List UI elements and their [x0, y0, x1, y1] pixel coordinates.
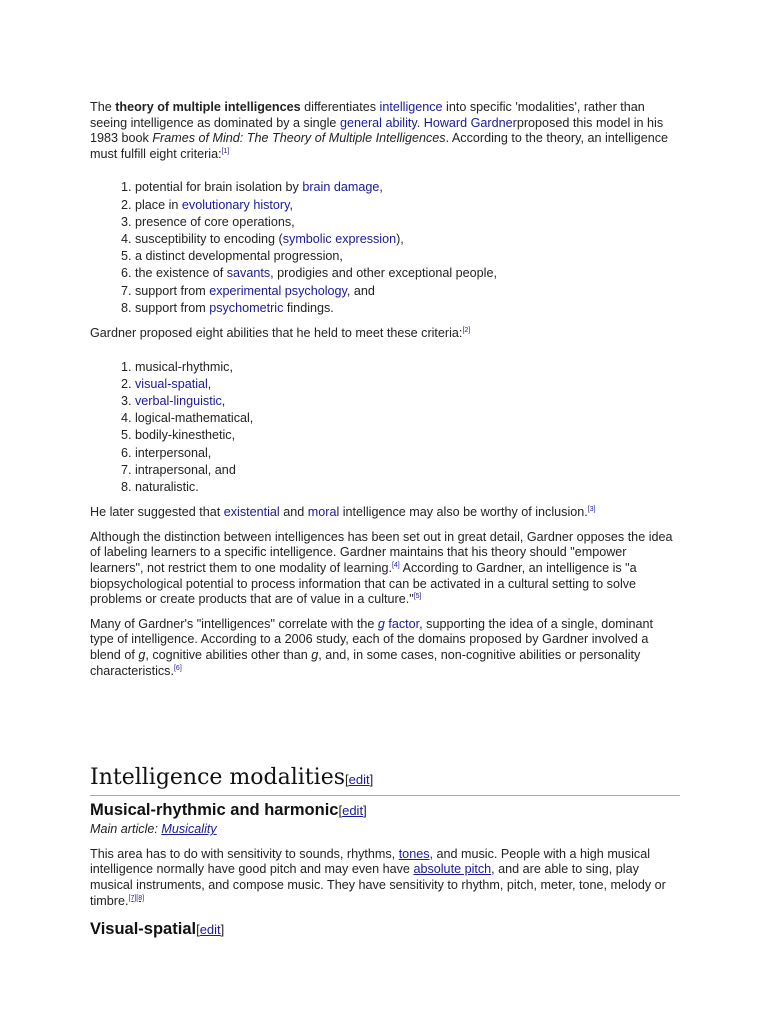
criteria-item: 2. place in evolutionary history,	[135, 197, 680, 214]
criteria-item: 3. presence of core operations,	[135, 214, 680, 231]
intro-paragraph: The theory of multiple intelligences differentiates intelligence into specific 'modalities', rather than seeing intelligence as dominated by a single general ability. Howard Gardnerproposed this model in his 1983 book Frames of Mind: The Theory of Multiple Intelligences. According to the theory, an intelligence must fulfill eight criteria:[1]	[90, 100, 669, 161]
main-article-note: Main article: Musicality	[90, 822, 217, 837]
ability-item: 1. musical-rhythmic,	[135, 359, 680, 376]
edit-section-link: [edit]	[345, 772, 374, 788]
heading-musical-rhythmic: Musical-rhythmic and harmonic[edit]	[90, 801, 367, 820]
link-verbal-linguistic[interactable]: verbal-linguistic	[135, 394, 222, 408]
ref-3[interactable]: [3]	[587, 506, 596, 514]
ability-item: 4. logical-mathematical,	[135, 410, 680, 427]
link-savants[interactable]: savants	[226, 266, 271, 281]
theory-term: theory of multiple intelligences	[115, 100, 301, 114]
gfactor-paragraph: Many of Gardner's "intelligences" correlate with the g factor, supporting the idea of a single, dominant type of intelligence. According to a 2006 study, each of the domains proposed by Gardner involved a blend of g, cognitive abilities other than g, and, in some cases, non-cognitive abilities or personality characteristics.[6]	[90, 616, 654, 678]
ref-6[interactable]: [6]	[173, 664, 182, 672]
link-general-ability[interactable]: general ability	[339, 115, 417, 130]
heading-intelligence-modalities: Intelligence modalities[edit]	[90, 764, 680, 796]
link-absolute-pitch[interactable]: absolute pitch	[413, 862, 492, 877]
ability-item: 5. bodily-kinesthetic,	[135, 427, 680, 444]
ability-item: 8. naturalistic.	[135, 479, 680, 496]
link-musicality[interactable]: Musicality	[161, 822, 217, 837]
edit-section-link: [edit]	[196, 922, 225, 938]
ability-item: 3. verbal-linguistic,	[135, 393, 680, 410]
criteria-item: 6. the existence of savants, prodigies and other exceptional people,	[135, 265, 680, 282]
link-brain-damage[interactable]: brain damage	[302, 180, 380, 195]
musical-paragraph: This area has to do with sensitivity to sounds, rhythms, tones, and music. People with a high musical intelligence normally have good pitch and may even have absolute pitch, and are able to sing, play musical instruments, and compose music. They have sensitivity to rhythm, pitch, meter, tone, melody or timbre.[7][8]	[90, 846, 666, 908]
link-visual-spatial[interactable]: visual-spatial	[135, 376, 208, 391]
ref-2[interactable]: [2]	[462, 327, 471, 334]
criteria-item: 5. a distinct developmental progression,	[135, 248, 680, 265]
ability-item: 7. intrapersonal, and	[135, 462, 680, 479]
link-moral[interactable]: moral	[307, 505, 340, 520]
criteria-item: 7. support from experimental psychology, and	[135, 283, 680, 300]
edit-section-link: [edit]	[338, 803, 367, 819]
link-evolutionary-history[interactable]: evolutionary history	[181, 197, 290, 212]
link-howard-gardner[interactable]: Howard Gardner	[423, 115, 517, 130]
link-symbolic-expression[interactable]: symbolic expression	[282, 231, 397, 246]
ref-5[interactable]: [5]	[413, 593, 422, 601]
article-body	[90, 100, 680, 941]
edit-link[interactable]: edit	[348, 772, 370, 788]
link-intelligence[interactable]: intelligence	[379, 100, 443, 114]
later-paragraph: He later suggested that existential and moral intelligence may also be worthy of inclusion.[3]	[90, 505, 596, 520]
link-experimental-psychology[interactable]: experimental psychology	[209, 283, 347, 298]
edit-link[interactable]: edit	[342, 803, 364, 819]
link-psychometric[interactable]: psychometric	[209, 300, 284, 315]
heading-visual-spatial: Visual-spatial[edit]	[90, 920, 225, 939]
abilities-list	[90, 359, 680, 497]
criteria-item: 4. susceptibility to encoding (symbolic expression),	[135, 231, 680, 248]
link-g-factor[interactable]: g factor	[377, 616, 420, 631]
ability-item: 2. visual-spatial,	[135, 376, 680, 393]
criteria-item: 1. potential for brain isolation by brain damage,	[135, 179, 680, 196]
distinction-paragraph: Although the distinction between intelligences has been set out in great detail, Gardner opposes the idea of labeling learners to a specific intelligence. Gardner maintains that his theory should "empower learners", not restrict them to one modality of learning.[4] According to Gardner, an intelligence is "a biopsychological potential to process information that can be activated in a cultural setting to solve problems or create products that are of value in a culture."[5]	[90, 529, 673, 607]
ability-item: 6. interpersonal,	[135, 445, 680, 462]
ref-1[interactable]: [1]	[221, 147, 230, 155]
abilities-intro: Gardner proposed eight abilities that he held to meet these criteria:[2]	[90, 326, 471, 340]
edit-link[interactable]: edit	[199, 922, 221, 938]
criteria-item: 8. support from psychometric findings.	[135, 300, 680, 317]
ref-4[interactable]: [4]	[391, 562, 400, 569]
link-tones[interactable]: tones	[398, 846, 430, 861]
ref-7-8[interactable]: [7][8]	[128, 894, 145, 902]
criteria-list	[90, 179, 680, 317]
spacer	[90, 688, 680, 764]
link-existential[interactable]: existential	[223, 505, 280, 520]
book-title: Frames of Mind: The Theory of Multiple Intelligences	[152, 131, 446, 146]
